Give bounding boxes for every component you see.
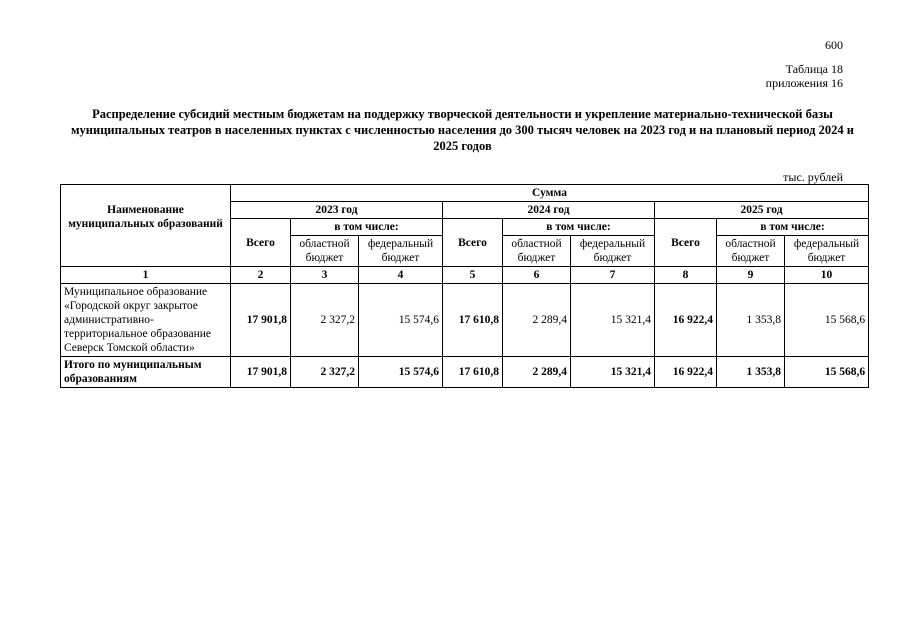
total-value-cell: 15 568,6 — [785, 357, 869, 388]
total-value-cell: 16 922,4 — [655, 357, 717, 388]
table-reference — [766, 62, 843, 90]
total-header-2024: Всего — [443, 219, 503, 267]
page-number: 600 — [825, 38, 843, 52]
total-value-cell: 15 321,4 — [571, 357, 655, 388]
column-number: 8 — [655, 267, 717, 284]
column-number-row — [61, 267, 869, 284]
year-header-2024: 2024 год — [443, 202, 655, 219]
federal-header-2025: федеральный бюджет — [785, 236, 869, 267]
column-number: 5 — [443, 267, 503, 284]
value-cell: 17 901,8 — [231, 284, 291, 357]
regional-header-2024: областной бюджет — [503, 236, 571, 267]
regional-header-2025: областной бюджет — [717, 236, 785, 267]
year-header-2025: 2025 год — [655, 202, 869, 219]
column-number: 1 — [61, 267, 231, 284]
table-reference-line2: приложения 16 — [765, 76, 843, 90]
federal-header-2024: федеральный бюджет — [571, 236, 655, 267]
sum-header: Сумма — [231, 185, 869, 202]
units-label: тыс. рублей — [783, 170, 843, 184]
document-title: Распределение субсидий местным бюджетам на поддержку творческой деятельности и укрепление материально-технической базы муниципальных театров в населенных пунктах с численностью населения до 300 тысяч человек на 2023 год и на плановый период 2024 и 2025 годов — [71, 107, 854, 153]
value-cell: 15 574,6 — [359, 284, 443, 357]
value-cell: 16 922,4 — [655, 284, 717, 357]
column-number: 9 — [717, 267, 785, 284]
value-cell: 15 568,6 — [785, 284, 869, 357]
column-number: 7 — [571, 267, 655, 284]
column-number: 10 — [785, 267, 869, 284]
value-cell: 2 289,4 — [503, 284, 571, 357]
total-value-cell: 1 353,8 — [717, 357, 785, 388]
including-header-2023: в том числе: — [291, 219, 443, 236]
total-header-2023: Всего — [231, 219, 291, 267]
column-number: 2 — [231, 267, 291, 284]
header-row-sum — [61, 185, 869, 202]
value-cell: 2 327,2 — [291, 284, 359, 357]
name-column-header: Наименование муниципальных образований — [61, 185, 231, 267]
total-value-cell: 17 610,8 — [443, 357, 503, 388]
column-number: 3 — [291, 267, 359, 284]
total-row — [61, 357, 869, 388]
regional-header-2023: областной бюджет — [291, 236, 359, 267]
total-header-2025: Всего — [655, 219, 717, 267]
table-reference-line1: Таблица 18 — [785, 62, 843, 76]
total-value-cell: 15 574,6 — [359, 357, 443, 388]
total-row-label: Итого по муниципальным образованиям — [61, 357, 231, 388]
federal-header-2023: федеральный бюджет — [359, 236, 443, 267]
column-number: 4 — [359, 267, 443, 284]
including-header-2024: в том числе: — [503, 219, 655, 236]
total-value-cell: 17 901,8 — [231, 357, 291, 388]
including-header-2025: в том числе: — [717, 219, 869, 236]
subsidy-table — [60, 184, 869, 388]
value-cell: 15 321,4 — [571, 284, 655, 357]
municipality-name: Муниципальное образование «Городской округ закрытое административно-территориальное образование Северск Томской области» — [61, 284, 231, 357]
table-row — [61, 284, 869, 357]
value-cell: 1 353,8 — [717, 284, 785, 357]
value-cell: 17 610,8 — [443, 284, 503, 357]
total-value-cell: 2 289,4 — [503, 357, 571, 388]
year-header-2023: 2023 год — [231, 202, 443, 219]
column-number: 6 — [503, 267, 571, 284]
total-value-cell: 2 327,2 — [291, 357, 359, 388]
